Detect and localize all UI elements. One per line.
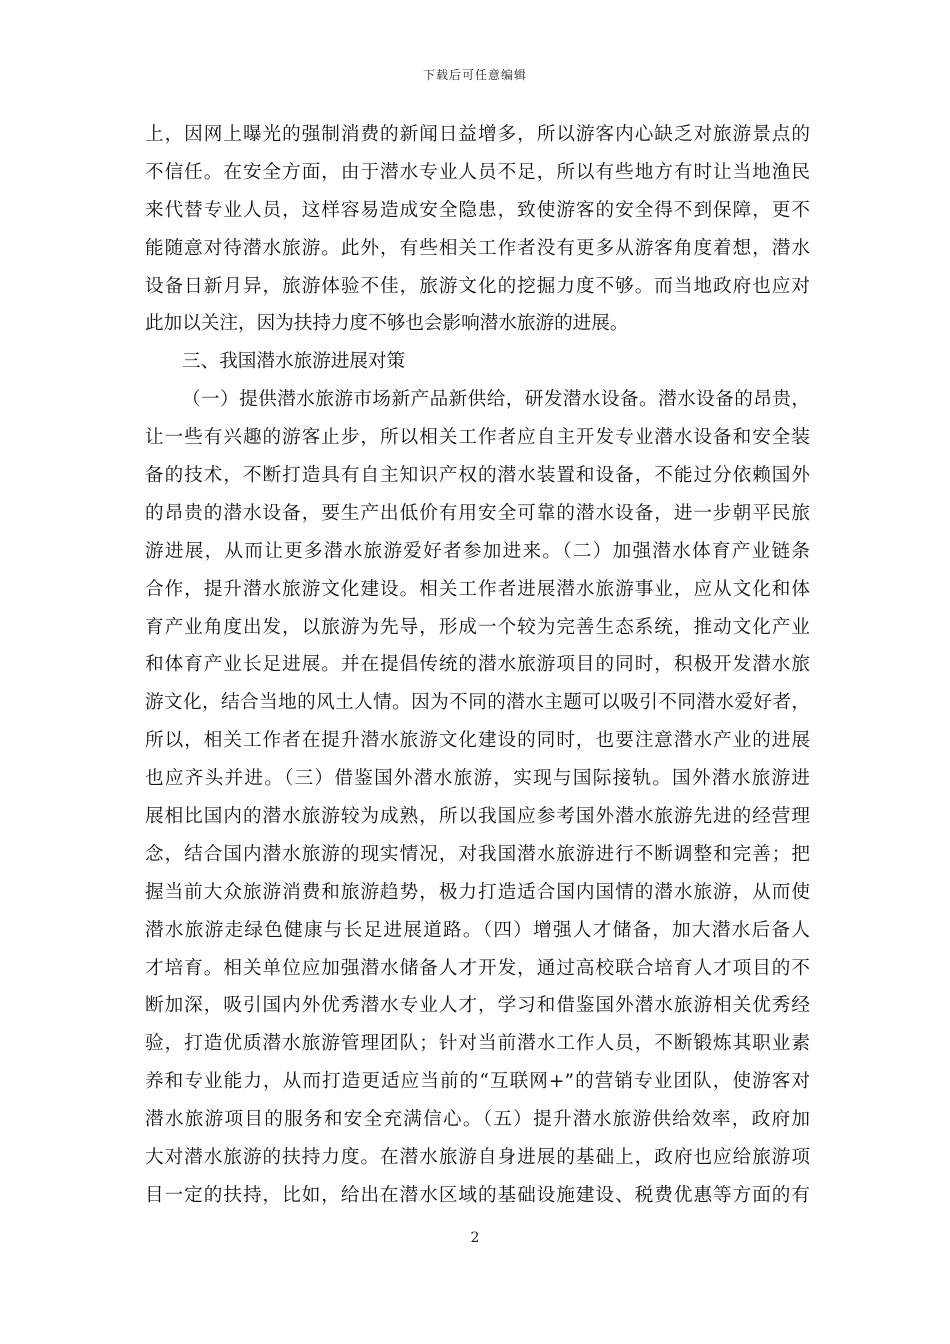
- text-line: 来代替专业人员，这样容易造成安全隐患，致使游客的安全得不到保障，更不: [145, 199, 810, 221]
- text-line: 和体育产业长足进展。并在提倡传统的潜水旅游项目的同时，积极开发潜水旅: [145, 654, 810, 676]
- text-line: 不信任。在安全方面，由于潜水专业人员不足，所以有些地方有时让当地渔民: [145, 161, 810, 183]
- text-line: 游进展，从而让更多潜水旅游爱好者参加进来。（二）加强潜水体育产业链条: [145, 540, 810, 562]
- document-body: [145, 116, 810, 1215]
- section-heading: 三、我国潜水旅游进展对策: [182, 351, 406, 373]
- page-header: 下载后可任意编辑: [422, 68, 527, 82]
- text-line: （一）提供潜水旅游市场新产品新供给，研发潜水设备。潜水设备的昂贵，: [182, 389, 810, 411]
- text-line: 设备日新月异，旅游体验不佳，旅游文化的挖掘力度不够。而当地政府也应对: [145, 275, 810, 297]
- text-line: 游文化，结合当地的风土人情。因为不同的潜水主题可以吸引不同潜水爱好者，: [145, 692, 810, 714]
- text-line: 育产业角度出发，以旅游为先导，形成一个较为完善生态系统，推动文化产业: [145, 616, 810, 638]
- text-line: 潜水旅游项目的服务和安全充满信心。（五）提升潜水旅游供给效率，政府加: [145, 1109, 810, 1131]
- text-line: 让一些有兴趣的游客止步，所以相关工作者应自主开发专业潜水设备和安全装: [145, 427, 810, 449]
- text-line: 断加深，吸引国内外优秀潜水专业人才，学习和借鉴国外潜水旅游相关优秀经: [145, 995, 810, 1017]
- text-line: 养和专业能力，从而打造更适应当前的“互联网+”的营销专业团队，使游客对: [145, 1071, 810, 1093]
- text-line: 合作，提升潜水旅游文化建设。相关工作者进展潜水旅游事业，应从文化和体: [145, 578, 810, 600]
- text-line: 能随意对待潜水旅游。此外，有些相关工作者没有更多从游客角度着想，潜水: [145, 237, 810, 259]
- text-line: 此加以关注，因为扶持力度不够也会影响潜水旅游的进展。: [145, 313, 629, 335]
- text-line: 展相比国内的潜水旅游较为成熟，所以我国应参考国外潜水旅游先进的经营理: [145, 806, 810, 828]
- page-number: 2: [470, 1230, 480, 1246]
- text-line: 大对潜水旅游的扶持力度。在潜水旅游自身进展的基础上，政府也应给旅游项: [145, 1147, 810, 1169]
- text-line: 握当前大众旅游消费和旅游趋势，极力打造适合国内国情的潜水旅游，从而使: [145, 881, 810, 903]
- text-line: 验，打造优质潜水旅游管理团队；针对当前潜水工作人员，不断锻炼其职业素: [145, 1033, 810, 1055]
- text-line: 的昂贵的潜水设备，要生产出低价有用安全可靠的潜水设备，进一步朝平民旅: [145, 502, 810, 524]
- text-line: 所以，相关工作者在提升潜水旅游文化建设的同时，也要注意潜水产业的进展: [145, 730, 810, 752]
- text-line: 备的技术，不断打造具有自主知识产权的潜水装置和设备，不能过分依赖国外: [145, 465, 810, 487]
- text-line: 上，因网上曝光的强制消费的新闻日益增多，所以游客内心缺乏对旅游景点的: [145, 124, 810, 145]
- text-line: 也应齐头并进。（三）借鉴国外潜水旅游，实现与国际接轨。国外潜水旅游进: [145, 768, 810, 790]
- text-line: 目一定的扶持，比如，给出在潜水区域的基础设施建设、税费优惠等方面的有: [145, 1184, 810, 1206]
- text-line: 潜水旅游走绿色健康与长足进展道路。（四）增强人才储备，加大潜水后备人: [145, 919, 810, 941]
- text-line: 才培育。相关单位应加强潜水储备人才开发，通过高校联合培育人才项目的不: [145, 957, 810, 979]
- text-line: 念，结合国内潜水旅游的现实情况，对我国潜水旅游进行不断调整和完善；把: [145, 843, 810, 865]
